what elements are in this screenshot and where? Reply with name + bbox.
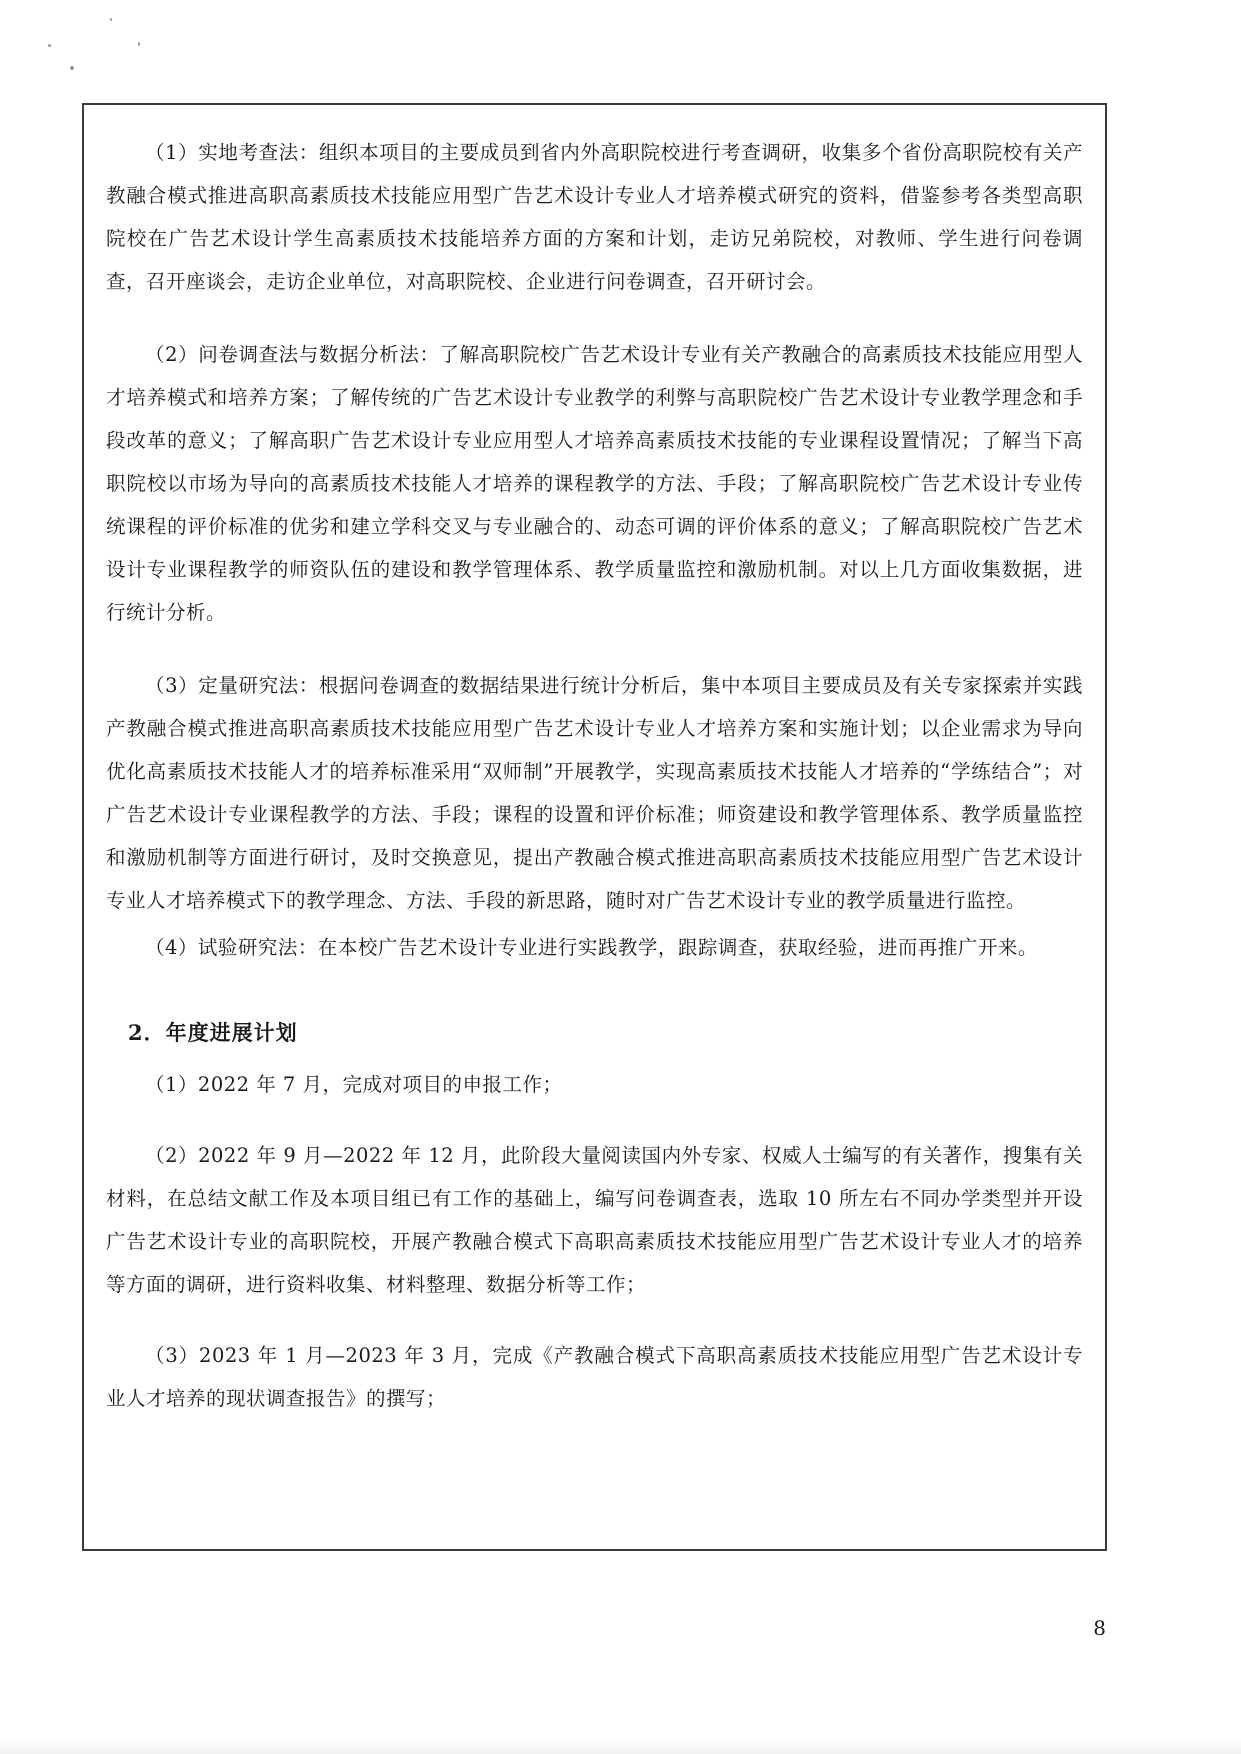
scan-speck	[138, 42, 140, 46]
method-experimental-research: （4）试验研究法：在本校广告艺术设计专业进行实践教学，跟踪调查，获取经验，进而再推广开来。	[145, 936, 1038, 959]
scan-speck	[110, 18, 112, 21]
plan-item-3: （3）2023 年 1 月—2023 年 3 月，完成《产教融合模式下高职高素质技术技能应用型广告艺术设计专业人才培养的现状调查报告》的撰写；	[106, 1344, 1083, 1410]
document-frame	[82, 103, 1107, 1551]
section-heading-annual-plan: 2．年度进展计划	[128, 1020, 298, 1045]
scan-bottom-shade	[0, 1740, 1241, 1754]
method-field-investigation: （1）实地考查法：组织本项目的主要成员到省内外高职院校进行考查调研，收集多个省份高职院校有关产教融合模式推进高职高素质技术技能应用型广告艺术设计专业人才培养模式研究的资料，借鉴参考各类型高职院校在广告艺术设计学生高素质技术技能培养方面的方案和计划，走访兄弟院校，对教师、学生进行问卷调查，召开座谈会，走访企业单位，对高职院校、企业进行问卷调查，召开研讨会。	[106, 141, 1083, 293]
method-quantitative-research: （3）定量研究法：根据问卷调查的数据结果进行统计分析后，集中本项目主要成员及有关专家探索并实践产教融合模式推进高职高素质技术技能应用型广告艺术设计专业人才培养方案和实施计划；以企业需求为导向优化高素质技术技能人才的培养标准采用“双师制”开展教学，实现高素质技术技能人才培养的“学练结合”；对广告艺术设计专业课程教学的方法、手段；课程的设置和评价标准；师资建设和教学管理体系、教学质量监控和激励机制等方面进行研讨，及时交换意见，提出产教融合模式推进高职高素质技术技能应用型广告艺术设计专业人才培养模式下的教学理念、方法、手段的新思路，随时对广告艺术设计专业的教学质量进行监控。	[106, 674, 1083, 912]
plan-item-1: （1）2022 年 7 月，完成对项目的申报工作；	[145, 1073, 563, 1096]
scan-speck	[48, 44, 51, 47]
scan-speck	[70, 66, 74, 70]
page-number: 8	[1093, 1616, 1106, 1640]
plan-item-2: （2）2022 年 9 月—2022 年 12 月，此阶段大量阅读国内外专家、权威人士编写的有关著作，搜集有关材料，在总结文献工作及本项目组已有工作的基础上，编写问卷调查表，选取 10 所左右不同办学类型并开设广告艺术设计专业的高职院校，开展产教融合模式下高职高素质技术技能应用型广告艺术设计专业人才的培养等方面的调研，进行资料收集、材料整理、数据分析等工作；	[106, 1144, 1083, 1296]
method-questionnaire-analysis: （2）问卷调查法与数据分析法：了解高职院校广告艺术设计专业有关产教融合的高素质技术技能应用型人才培养模式和培养方案；了解传统的广告艺术设计专业教学的利弊与高职院校广告艺术设计专业教学理念和手段改革的意义；了解高职广告艺术设计专业应用型人才培养高素质技术技能的专业课程设置情况；了解当下高职院校以市场为导向的高素质技术技能人才培养的课程教学的方法、手段；了解高职院校广告艺术设计专业传统课程的评价标准的优劣和建立学科交叉与专业融合的、动态可调的评价体系的意义；了解高职院校广告艺术设计专业课程教学的师资队伍的建设和教学管理体系、教学质量监控和激励机制。对以上几方面收集数据，进行统计分析。	[106, 343, 1083, 624]
